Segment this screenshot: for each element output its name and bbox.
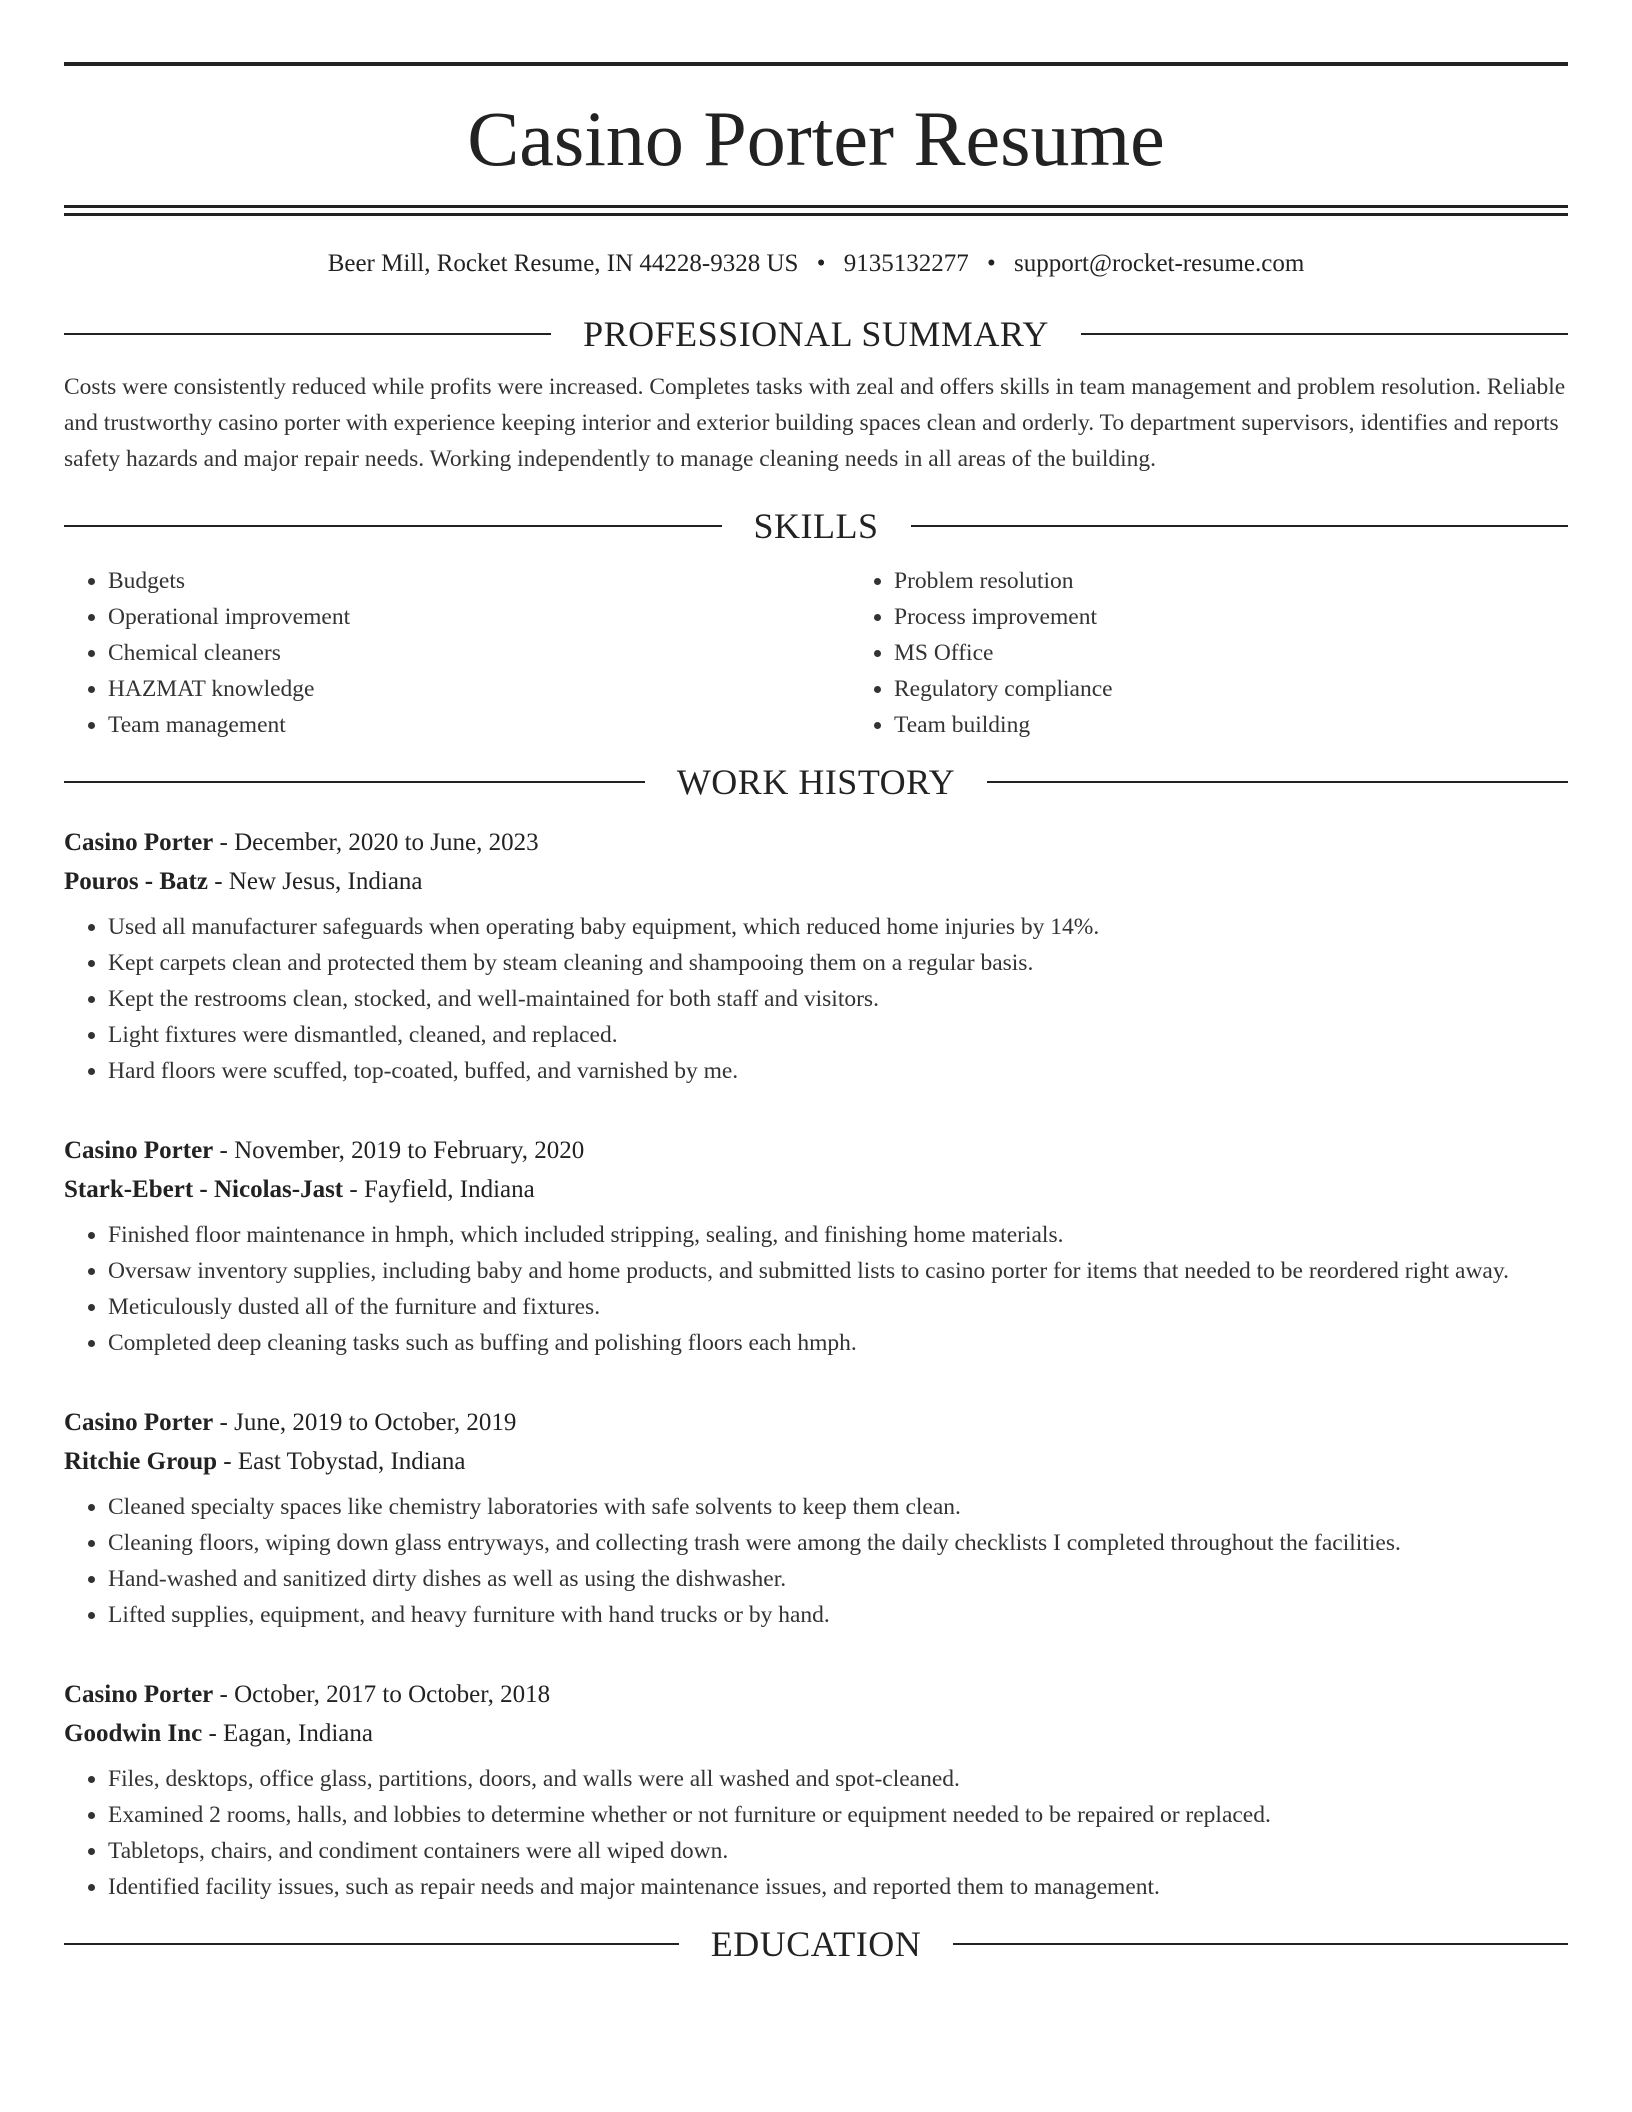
- summary-paragraph: Costs were consistently reduced while profits were increased. Completes tasks with zeal and offers skills in team management and problem resolution. Reliable and trustworthy casino porter with experience keeping interior and exterior building spaces clean and orderly. To department supervisors, identifies and reports safety hazards and major repair needs. Working independently to manage cleaning needs in all areas of the building.: [64, 374, 1566, 472]
- title-double-rule: [64, 205, 1568, 216]
- job-title: Casino Porter: [64, 1136, 214, 1164]
- heading-rule: [987, 781, 1568, 783]
- job-bullet: • Meticulously dusted all of the furniture and fixtures.: [108, 1289, 1568, 1325]
- contact-address: Beer Mill, Rocket Resume, IN 44228-9328 US: [327, 250, 799, 277]
- skill-item: • Process improvement: [894, 599, 1568, 635]
- job-dates: - December, 2020 to June, 2023: [213, 828, 539, 856]
- job-title-line: [64, 1403, 1568, 1442]
- job-dates: - November, 2019 to February, 2020: [213, 1136, 585, 1164]
- skill-item: • MS Office: [894, 635, 1568, 671]
- top-rule: [64, 62, 1568, 66]
- job-bullets: [64, 1489, 1568, 1633]
- job-bullet: • Kept the restrooms clean, stocked, and well-maintained for both staff and visitors.: [108, 981, 1568, 1017]
- job-bullet: • Identified facility issues, such as repair needs and major maintenance issues, and reported them to management.: [108, 1869, 1568, 1905]
- job-title-line: [64, 1675, 1568, 1714]
- job-bullet: • Hard floors were scuffed, top-coated, buffed, and varnished by me.: [108, 1053, 1568, 1089]
- job-dates: - June, 2019 to October, 2019: [213, 1408, 517, 1436]
- contact-phone: 9135132277: [843, 250, 969, 277]
- section-heading-work: [64, 757, 1568, 807]
- job-bullets: [64, 1217, 1568, 1361]
- skill-item: • Chemical cleaners: [108, 635, 850, 671]
- skill-item: • Team management: [108, 707, 850, 743]
- job-company-line: [64, 1442, 1568, 1481]
- heading-rule: [911, 525, 1569, 527]
- job-bullet: • Used all manufacturer safeguards when operating baby equipment, which reduced home injuries by 14%.: [108, 909, 1568, 945]
- skill-item: • Budgets: [108, 563, 850, 599]
- section-heading-education: [64, 1919, 1568, 1969]
- job-location: - New Jesus, Indiana: [207, 867, 423, 895]
- job-company: Pouros - Batz: [64, 867, 208, 895]
- heading-rule: [953, 1943, 1568, 1945]
- job-bullet: • Completed deep cleaning tasks such as buffing and polishing floors each hmph.: [108, 1325, 1568, 1361]
- job-title-line: [64, 823, 1568, 862]
- skills-list: [64, 563, 1568, 743]
- job-company-line: [64, 1170, 1568, 1209]
- skill-item: • HAZMAT knowledge: [108, 671, 850, 707]
- job-bullet: • Oversaw inventory supplies, including baby and home products, and submitted lists to casino porter for items that needed to be reordered right away.: [108, 1253, 1568, 1289]
- section-title: PROFESSIONAL SUMMARY: [583, 314, 1049, 354]
- skill-item: • Team building: [894, 707, 1568, 743]
- skill-item: • Regulatory compliance: [894, 671, 1568, 707]
- heading-rule: [1081, 333, 1568, 335]
- job-bullet: • Examined 2 rooms, halls, and lobbies to determine whether or not furniture or equipment needed to be repaired or replaced.: [108, 1797, 1568, 1833]
- job-location: - Eagan, Indiana: [202, 1719, 373, 1747]
- job-title: Casino Porter: [64, 828, 214, 856]
- heading-rule: [64, 333, 551, 335]
- heading-rule: [64, 1943, 679, 1945]
- skill-item: • Operational improvement: [108, 599, 850, 635]
- job-entry: [64, 823, 1568, 1089]
- section-heading-summary: [64, 309, 1568, 359]
- job-bullet: • Finished floor maintenance in hmph, which included stripping, sealing, and finishing home materials.: [108, 1217, 1568, 1253]
- job-bullet: • Cleaned specialty spaces like chemistry laboratories with safe solvents to keep them clean.: [108, 1489, 1568, 1525]
- job-entry: [64, 1675, 1568, 1905]
- job-bullet: • Files, desktops, office glass, partitions, doors, and walls were all washed and spot-cleaned.: [108, 1761, 1568, 1797]
- job-location: - Fayfield, Indiana: [343, 1175, 535, 1203]
- job-bullets: [64, 1761, 1568, 1905]
- job-company: Goodwin Inc: [64, 1719, 203, 1747]
- job-company-line: [64, 862, 1568, 901]
- contact-email[interactable]: support@rocket-resume.com: [1014, 250, 1305, 277]
- job-company: Ritchie Group: [64, 1447, 218, 1475]
- job-title-line: [64, 1131, 1568, 1170]
- skill-item: • Problem resolution: [894, 563, 1568, 599]
- job-entry: [64, 1403, 1568, 1633]
- heading-rule: [64, 525, 722, 527]
- contact-separator: •: [986, 250, 996, 277]
- job-dates: - October, 2017 to October, 2018: [213, 1680, 551, 1708]
- section-title: SKILLS: [753, 505, 879, 546]
- resume-page: [64, 62, 1568, 1969]
- section-heading-skills: [64, 501, 1568, 551]
- heading-rule: [64, 781, 645, 783]
- job-bullet: • Cleaning floors, wiping down glass entryways, and collecting trash were among the daily checklists I completed throughout the facilities.: [108, 1525, 1568, 1561]
- job-bullet: • Hand-washed and sanitized dirty dishes as well as using the dishwasher.: [108, 1561, 1568, 1597]
- job-company-line: [64, 1714, 1568, 1753]
- contact-separator: •: [816, 250, 826, 277]
- job-bullet: • Lifted supplies, equipment, and heavy furniture with hand trucks or by hand.: [108, 1597, 1568, 1633]
- job-title: Casino Porter: [64, 1408, 214, 1436]
- job-bullet: • Tabletops, chairs, and condiment containers were all wiped down.: [108, 1833, 1568, 1869]
- skills-column-right: [850, 563, 1568, 743]
- job-bullets: [64, 909, 1568, 1089]
- job-company: Stark-Ebert - Nicolas-Jast: [64, 1175, 344, 1203]
- job-location: - East Tobystad, Indiana: [217, 1447, 466, 1475]
- resume-title: Casino Porter Resume: [467, 95, 1165, 182]
- section-title: EDUCATION: [710, 1923, 922, 1964]
- job-bullet: • Light fixtures were dismantled, cleaned, and replaced.: [108, 1017, 1568, 1053]
- contact-line: [64, 249, 1568, 279]
- section-title: WORK HISTORY: [676, 761, 956, 802]
- job-bullet: • Kept carpets clean and protected them by steam cleaning and shampooing them on a regular basis.: [108, 945, 1568, 981]
- skills-column-left: [64, 563, 850, 743]
- job-entry: [64, 1131, 1568, 1361]
- job-title: Casino Porter: [64, 1680, 214, 1708]
